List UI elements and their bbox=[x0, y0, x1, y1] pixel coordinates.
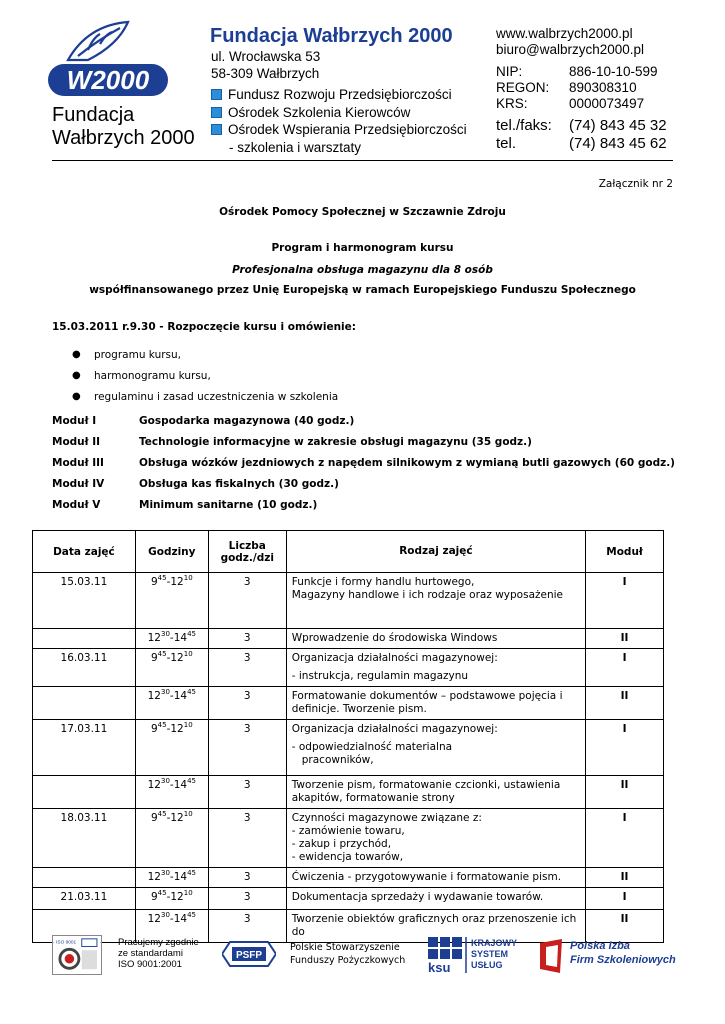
date-text: 21.03.11 bbox=[60, 891, 108, 903]
time-hour: 14 bbox=[173, 779, 188, 791]
table-header-row bbox=[33, 531, 664, 573]
module-id: Moduł V bbox=[52, 498, 101, 511]
date-text: 15.03.11 bbox=[60, 576, 108, 588]
module-row bbox=[52, 473, 675, 494]
time-hour: 12 bbox=[170, 576, 184, 588]
id-value: 0000073497 bbox=[569, 96, 645, 111]
bullet-icon: ● bbox=[72, 349, 81, 360]
phone-value: (74) 843 45 32 bbox=[569, 117, 667, 134]
topic-line: Dokumentacja sprzedaży i wydawanie towarów. bbox=[291, 891, 544, 903]
time-hour: 12 bbox=[170, 652, 184, 664]
time-hour: 12 bbox=[147, 779, 161, 791]
module-text: II bbox=[620, 632, 629, 644]
id-key: REGON: bbox=[496, 80, 550, 95]
topic-line: - instrukcja, regulamin magazynu bbox=[291, 670, 469, 682]
phone-key: tel. bbox=[496, 135, 517, 152]
module-text: I bbox=[622, 652, 627, 664]
iso-badge-text: ISO 9001 bbox=[56, 940, 77, 946]
time-hour: 12 bbox=[147, 871, 161, 883]
count-text: 3 bbox=[243, 779, 251, 791]
psfp-logo-text: PSFP bbox=[235, 950, 263, 961]
contact-block bbox=[496, 26, 644, 58]
cell-count bbox=[208, 809, 286, 868]
cell-count bbox=[208, 720, 286, 776]
schedule-table bbox=[32, 530, 664, 943]
phone-row bbox=[496, 117, 667, 135]
time-minutes: 30 bbox=[161, 688, 170, 696]
topic-line: Ćwiczenia - przygotowywanie i formatowanie pism. bbox=[291, 871, 562, 883]
id-value: 886-10-10-599 bbox=[569, 64, 658, 79]
cell-count bbox=[208, 776, 286, 809]
list-item-text: regulaminu i zasad uczestniczenia w szkolenia bbox=[94, 390, 339, 403]
time-hour: 9 bbox=[150, 576, 158, 588]
topic-line: Tworzenie pism, formatowanie czcionki, ustawienia bbox=[291, 779, 561, 791]
cell-hours: $9^{45}-12^{10}$ bbox=[135, 809, 208, 868]
department-item bbox=[211, 86, 467, 104]
cell-hours: $12^{30}-14^{45}$ bbox=[135, 910, 208, 943]
time-minutes: 10 bbox=[183, 650, 193, 658]
module-name: Obsługa wózków jezdniowych z napędem silnikowym z wymianą butli gazowych (60 godz.) bbox=[139, 456, 675, 469]
department-item bbox=[211, 121, 467, 139]
cell-hours: $9^{45}-12^{10}$ bbox=[135, 649, 208, 687]
table-row bbox=[33, 687, 664, 720]
cell-module bbox=[586, 868, 664, 888]
time-hour: 14 bbox=[173, 632, 188, 644]
logo-caption-line: Wałbrzych 2000 bbox=[52, 127, 195, 149]
time-hour: 9 bbox=[150, 891, 158, 903]
module-text: II bbox=[620, 690, 629, 702]
cell-count bbox=[208, 868, 286, 888]
module-text: I bbox=[622, 576, 627, 588]
topic-line: - zakup i przychód, bbox=[291, 838, 392, 850]
course-name: Profesjonalna obsługa magazynu dla 8 osób bbox=[232, 264, 493, 276]
time-hour: 12 bbox=[147, 913, 161, 925]
annex-label: Załącznik nr 2 bbox=[598, 178, 673, 190]
time-hour: 9 bbox=[150, 723, 158, 735]
topic-line: Magazyny handlowe i ich rodzaje oraz wyposażenie bbox=[291, 589, 564, 601]
cell-date bbox=[33, 687, 136, 720]
cell-module bbox=[586, 776, 664, 809]
cell-topic bbox=[286, 868, 585, 888]
cell-topic bbox=[286, 629, 585, 649]
id-row bbox=[496, 64, 658, 80]
cell-hours: $12^{30}-14^{45}$ bbox=[135, 687, 208, 720]
square-bullet-icon bbox=[211, 124, 222, 135]
time-minutes: 45 bbox=[187, 777, 197, 785]
org-title: Fundacja Wałbrzych 2000 bbox=[210, 25, 453, 47]
header-count: Liczba godz./dzi bbox=[208, 531, 286, 573]
cell-module bbox=[586, 720, 664, 776]
topic-line: Formatowanie dokumentów – podstawowe pojęcia i bbox=[291, 690, 563, 702]
cell-date bbox=[33, 573, 136, 629]
module-row bbox=[52, 494, 675, 515]
time-minutes: 45 bbox=[157, 650, 167, 658]
email-link[interactable]: biuro@walbrzych2000.pl bbox=[496, 42, 645, 57]
website-link[interactable]: www.walbrzych2000.pl bbox=[496, 26, 633, 41]
cell-topic bbox=[286, 649, 585, 687]
cell-topic bbox=[286, 888, 585, 910]
department-label: Ośrodek Szkolenia Kierowców bbox=[228, 104, 411, 120]
table-row bbox=[33, 720, 664, 776]
psfp-name bbox=[290, 941, 405, 967]
time-minutes: 45 bbox=[157, 810, 167, 818]
ksu-name-line: SYSTEM bbox=[471, 949, 509, 959]
count-text: 3 bbox=[243, 576, 251, 588]
id-row bbox=[496, 96, 658, 112]
time-hour: 14 bbox=[173, 871, 188, 883]
iso-text-line: ISO 9001:2001 bbox=[118, 959, 182, 970]
module-row bbox=[52, 452, 675, 473]
module-id: Moduł I bbox=[52, 414, 97, 427]
cell-module bbox=[586, 687, 664, 720]
time-minutes: 45 bbox=[187, 630, 197, 638]
cell-hours: $9^{45}-12^{10}$ bbox=[135, 888, 208, 910]
module-row bbox=[52, 431, 675, 452]
cell-topic bbox=[286, 720, 585, 776]
start-list bbox=[72, 344, 338, 407]
list-item bbox=[72, 365, 338, 386]
iso-certificate-logo bbox=[52, 935, 102, 975]
topic-line: Organizacja działalności magazynowej: bbox=[291, 723, 498, 735]
time-hour: 9 bbox=[150, 812, 158, 824]
topic-line: definicje. Tworzenie pism. bbox=[291, 703, 427, 715]
module-name: Obsługa kas fiskalnych (30 godz.) bbox=[139, 477, 339, 490]
cell-date bbox=[33, 809, 136, 868]
cell-count bbox=[208, 629, 286, 649]
leaf-icon bbox=[68, 22, 128, 60]
cell-topic bbox=[286, 687, 585, 720]
header-topic: Rodzaj zajęć bbox=[286, 531, 585, 573]
module-row bbox=[52, 410, 675, 431]
cell-count bbox=[208, 888, 286, 910]
time-minutes: 45 bbox=[157, 574, 167, 582]
id-key: KRS: bbox=[496, 96, 528, 111]
bullet-icon: ● bbox=[72, 391, 81, 402]
bullet-icon: ● bbox=[72, 370, 81, 381]
cell-hours: $9^{45}-12^{10}$ bbox=[135, 573, 208, 629]
date-text: 17.03.11 bbox=[60, 723, 108, 735]
time-minutes: 45 bbox=[187, 869, 197, 877]
cell-count bbox=[208, 573, 286, 629]
time-minutes: 30 bbox=[161, 869, 170, 877]
table-row bbox=[33, 776, 664, 809]
count-text: 3 bbox=[243, 632, 251, 644]
cell-topic bbox=[286, 573, 585, 629]
time-minutes: 45 bbox=[187, 911, 197, 919]
square-bullet-icon bbox=[211, 89, 222, 100]
pifs-name-line: Polska Izba bbox=[570, 940, 630, 952]
cell-date bbox=[33, 649, 136, 687]
phone-value: (74) 843 45 62 bbox=[569, 135, 667, 152]
cell-topic bbox=[286, 809, 585, 868]
list-item bbox=[72, 386, 338, 407]
count-text: 3 bbox=[243, 891, 251, 903]
table-row bbox=[33, 573, 664, 629]
ksu-name-line: USŁUG bbox=[471, 960, 503, 970]
module-text: I bbox=[622, 723, 627, 735]
topic-line: - zamówienie towaru, bbox=[291, 825, 405, 837]
department-item bbox=[211, 104, 467, 122]
pifs-name bbox=[570, 939, 676, 967]
address-street: ul. Wrocławska 53 bbox=[211, 49, 321, 64]
date-text: 18.03.11 bbox=[60, 812, 108, 824]
cell-date bbox=[33, 629, 136, 649]
table-row bbox=[33, 888, 664, 910]
topic-line: Tworzenie obiektów graficznych oraz przenoszenie ich do bbox=[291, 913, 577, 938]
psfp-name-line: Polskie Stowarzyszenie bbox=[290, 942, 400, 953]
cell-hours: $9^{45}-12^{10}$ bbox=[135, 720, 208, 776]
program-title: Program i harmonogram kursu bbox=[271, 242, 454, 254]
module-text: II bbox=[620, 913, 629, 925]
cell-count bbox=[208, 687, 286, 720]
institution-name: Ośrodek Pomocy Społecznej w Szczawnie Zdroju bbox=[219, 206, 506, 218]
org-address bbox=[211, 48, 320, 82]
phone-key: tel./faks: bbox=[496, 117, 552, 134]
department-subline: - szkolenia i warsztaty bbox=[229, 139, 362, 155]
module-text: I bbox=[622, 891, 627, 903]
topic-line: - odpowiedzialność materialna bbox=[291, 741, 453, 753]
table-row bbox=[33, 649, 664, 687]
time-hour: 12 bbox=[170, 812, 184, 824]
time-hour: 9 bbox=[150, 652, 158, 664]
time-minutes: 10 bbox=[183, 721, 193, 729]
count-text: 3 bbox=[243, 690, 251, 702]
time-hour: 14 bbox=[173, 690, 188, 702]
time-hour: 12 bbox=[147, 632, 161, 644]
module-id: Moduł II bbox=[52, 435, 101, 448]
module-name: Gospodarka magazynowa (40 godz.) bbox=[139, 414, 355, 427]
topic-line: akapitów, formatowanie strony bbox=[291, 792, 455, 804]
time-minutes: 10 bbox=[183, 889, 193, 897]
iso-text-line: ze standardami bbox=[118, 948, 183, 959]
table-row bbox=[33, 809, 664, 868]
module-list bbox=[52, 410, 675, 515]
time-minutes: 45 bbox=[187, 688, 197, 696]
topic-line: Wprowadzenie do środowiska Windows bbox=[291, 632, 498, 644]
department-label: Ośrodek Wspierania Przedsiębiorczości bbox=[228, 122, 467, 137]
pifs-name-line: Firm Szkoleniowych bbox=[570, 954, 676, 966]
time-hour: 12 bbox=[147, 690, 161, 702]
course-start: 15.03.2011 r.9.30 - Rozpoczęcie kursu i omówienie: bbox=[52, 321, 356, 333]
time-minutes: 30 bbox=[161, 911, 170, 919]
cell-module bbox=[586, 649, 664, 687]
iso-text-line: Pracujemy zgodnie bbox=[118, 937, 199, 948]
cell-hours: $12^{30}-14^{45}$ bbox=[135, 629, 208, 649]
id-key: NIP: bbox=[496, 64, 523, 79]
module-name: Minimum sanitarne (10 godz.) bbox=[139, 498, 318, 511]
cell-date bbox=[33, 888, 136, 910]
psfp-logo bbox=[222, 939, 276, 969]
logo-wordmark: W2000 bbox=[66, 65, 150, 95]
module-name: Technologie informacyjne w zakresie obsługi magazynu (35 godz.) bbox=[139, 435, 532, 448]
module-text: I bbox=[622, 812, 627, 824]
cell-module bbox=[586, 888, 664, 910]
time-minutes: 45 bbox=[157, 889, 167, 897]
topic-line: pracowników, bbox=[301, 754, 374, 766]
cell-date bbox=[33, 776, 136, 809]
time-minutes: 10 bbox=[183, 574, 193, 582]
address-city: 58-309 Wałbrzych bbox=[211, 66, 320, 81]
header-module: Moduł bbox=[586, 531, 664, 573]
phone-row bbox=[496, 135, 667, 153]
count-text: 3 bbox=[243, 871, 251, 883]
table-row bbox=[33, 868, 664, 888]
time-minutes: 30 bbox=[161, 777, 170, 785]
ksu-logo-text: ksu bbox=[428, 960, 451, 975]
square-bullet-icon bbox=[211, 107, 222, 118]
schedule-body bbox=[33, 573, 664, 943]
cell-module bbox=[586, 573, 664, 629]
time-minutes: 30 bbox=[161, 630, 170, 638]
cell-date bbox=[33, 868, 136, 888]
time-hour: 14 bbox=[173, 913, 188, 925]
topic-line: Organizacja działalności magazynowej: bbox=[291, 652, 498, 664]
cell-module bbox=[586, 809, 664, 868]
funding-line: współfinansowanego przez Unię Europejską w ramach Europejskiego Funduszu Społecznego bbox=[89, 284, 636, 296]
count-text: 3 bbox=[243, 913, 251, 925]
list-item-text: harmonogramu kursu, bbox=[94, 369, 211, 382]
time-hour: 12 bbox=[170, 891, 184, 903]
registry-ids bbox=[496, 64, 658, 112]
cell-topic bbox=[286, 776, 585, 809]
iso-statement bbox=[118, 937, 199, 970]
module-id: Moduł III bbox=[52, 456, 104, 469]
cell-module bbox=[586, 629, 664, 649]
list-item bbox=[72, 344, 338, 365]
time-hour: 12 bbox=[170, 723, 184, 735]
topic-line: Funkcje i formy handlu hurtowego, bbox=[291, 576, 475, 588]
department-label: Fundusz Rozwoju Przedsiębiorczości bbox=[228, 87, 452, 102]
count-text: 3 bbox=[243, 812, 251, 824]
list-item-text: programu kursu, bbox=[94, 348, 182, 361]
psfp-name-line: Funduszy Pożyczkowych bbox=[290, 955, 406, 966]
cell-hours: $12^{30}-14^{45}$ bbox=[135, 776, 208, 809]
phone-block bbox=[496, 117, 667, 153]
date-text: 16.03.11 bbox=[60, 652, 108, 664]
footer bbox=[0, 925, 725, 985]
logo-caption bbox=[52, 104, 195, 150]
cell-date bbox=[33, 720, 136, 776]
logo-caption-line: Fundacja bbox=[52, 104, 135, 126]
count-text: 3 bbox=[243, 652, 251, 664]
module-text: II bbox=[620, 779, 629, 791]
foundation-logo bbox=[48, 20, 168, 100]
cell-count bbox=[208, 649, 286, 687]
time-minutes: 45 bbox=[157, 721, 167, 729]
topic-line: - ewidencja towarów, bbox=[291, 851, 404, 863]
time-minutes: 10 bbox=[183, 810, 193, 818]
count-text: 3 bbox=[243, 723, 251, 735]
id-value: 890308310 bbox=[569, 80, 637, 95]
module-text: II bbox=[620, 871, 629, 883]
header-hours: Godziny bbox=[135, 531, 208, 573]
ksu-name-line: KRAJOWY bbox=[471, 938, 518, 948]
topic-line: Czynności magazynowe związane z: bbox=[291, 812, 482, 824]
department-list bbox=[211, 86, 467, 156]
table-row bbox=[33, 629, 664, 649]
header-date: Data zajęć bbox=[33, 531, 136, 573]
ksu-logo bbox=[428, 935, 528, 975]
id-row bbox=[496, 80, 658, 96]
module-id: Moduł IV bbox=[52, 477, 105, 490]
cell-hours: $12^{30}-14^{45}$ bbox=[135, 868, 208, 888]
header-divider bbox=[52, 160, 673, 161]
